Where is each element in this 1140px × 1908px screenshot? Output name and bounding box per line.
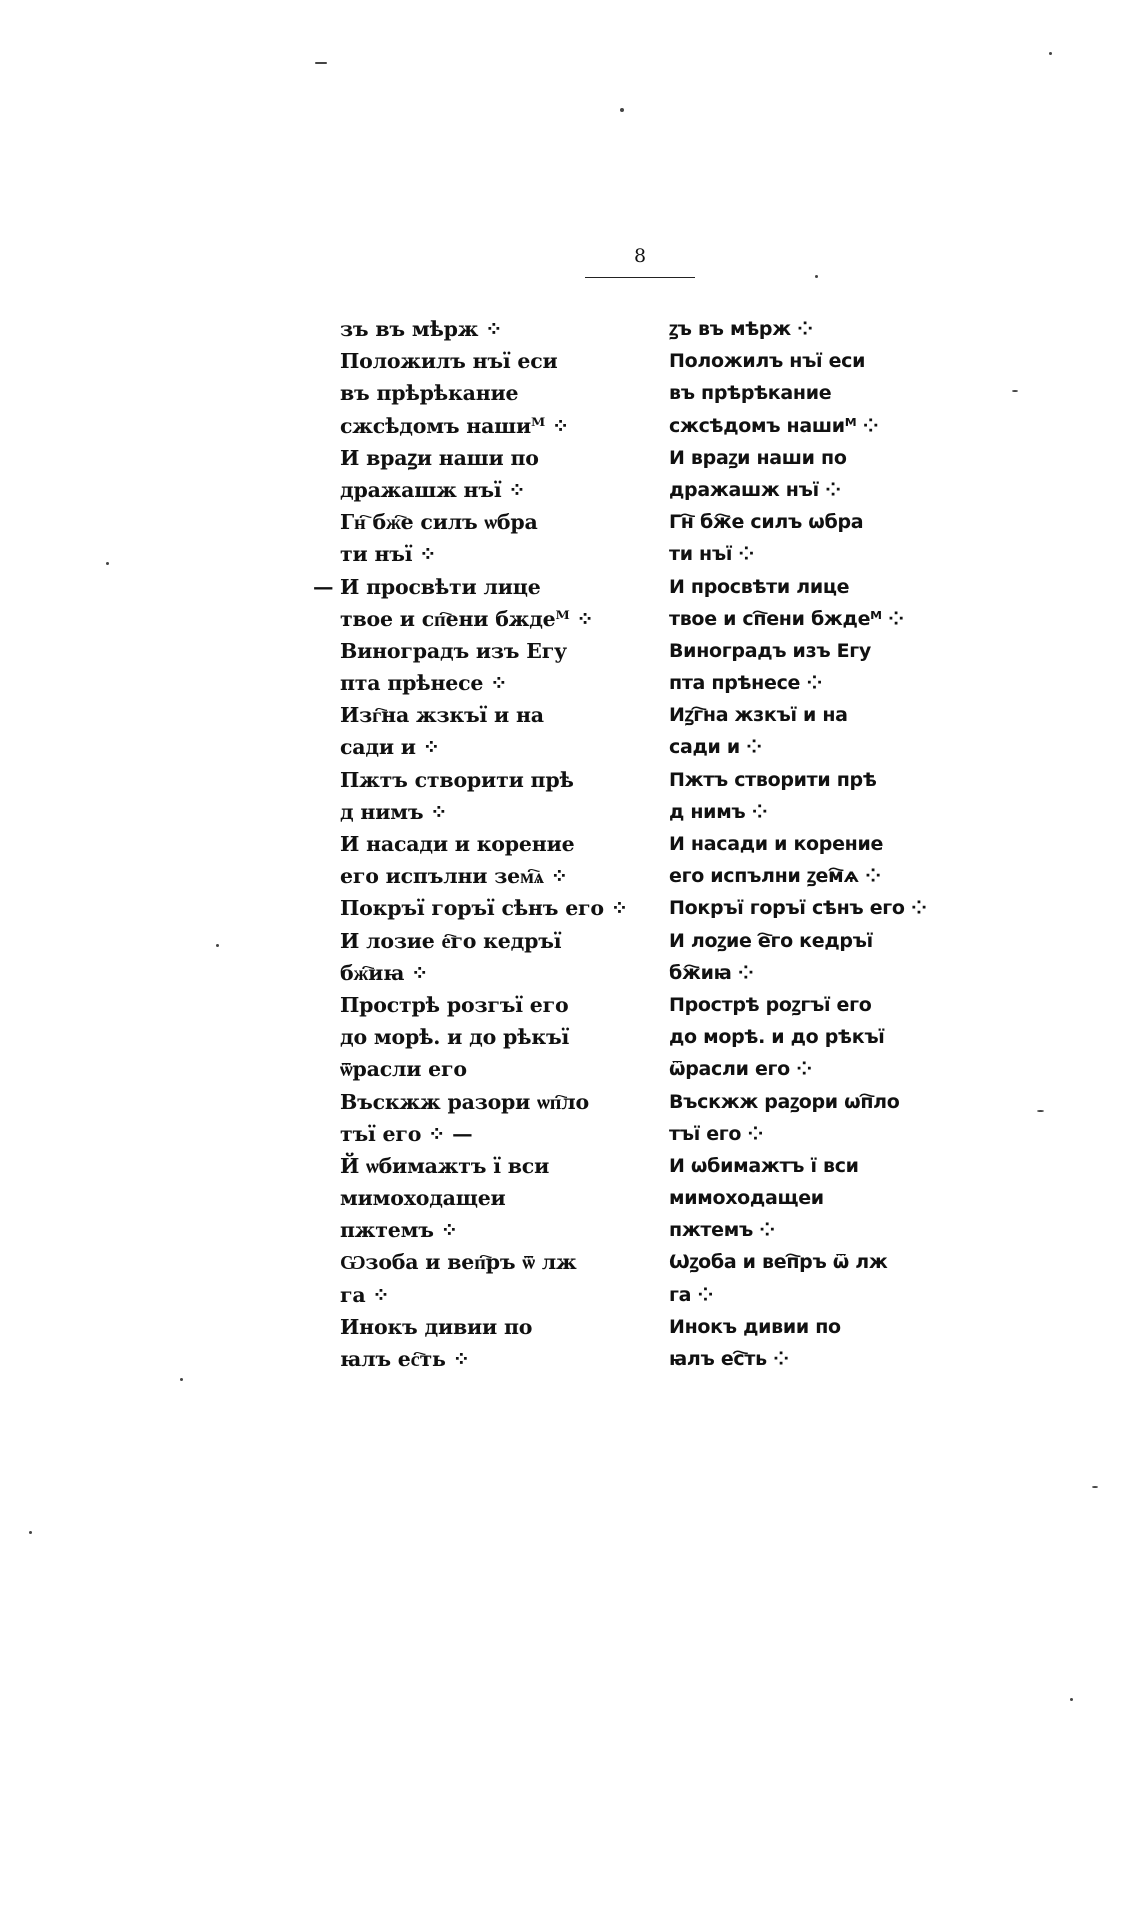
text-line (669, 925, 969, 957)
scan-speck (815, 275, 818, 278)
text-line (340, 667, 640, 699)
text-line (669, 989, 969, 1021)
text-line (340, 410, 640, 442)
text-line-content: И враꙁи наши по (340, 445, 539, 470)
text-line-content: га ⁘ (669, 1283, 714, 1306)
page-number: 8 (633, 245, 647, 267)
text-line (340, 1279, 640, 1311)
text-line-content: И лозие е҇го кедръї (340, 928, 562, 953)
text-line-content: зъ въ мѣрж ⁘ (340, 317, 503, 341)
text-line-content: И насади и корение (669, 833, 884, 855)
text-line (340, 377, 640, 409)
text-line (669, 571, 969, 603)
text-line (669, 1246, 969, 1278)
text-line-content: пжтемъ ⁘ (340, 1218, 458, 1243)
text-line (340, 1086, 640, 1118)
text-line (669, 828, 969, 860)
text-line-content: Гн҇ бж҇е силъ ѡбра (669, 511, 864, 534)
text-line (669, 538, 969, 570)
text-line-content: ти нъї ⁘ (340, 542, 437, 567)
scan-speck (106, 562, 109, 565)
text-line (340, 635, 640, 667)
text-line (340, 1343, 640, 1375)
text-line-content: И ѡбимажтъ ї вси (669, 1154, 859, 1177)
text-line (669, 345, 969, 377)
text-line-content: д нимъ ⁘ (340, 799, 448, 824)
text-line (669, 410, 969, 442)
text-line (340, 538, 640, 570)
text-line (340, 892, 640, 924)
text-line-content: твое и сп҇ени бждеᴹ ⁘ (669, 607, 904, 630)
text-line-content: Пжтъ створити прѣ (340, 767, 574, 792)
scan-speck (1037, 1110, 1044, 1112)
text-line-content: ѿрасли его (340, 1057, 467, 1082)
text-line-content: ꙗлъ ес҇ть ⁘ (669, 1348, 789, 1370)
text-line-content: твое и сп҇ени бждеᴹ ⁘ (340, 606, 594, 631)
text-line (340, 764, 640, 796)
text-line (669, 1311, 969, 1343)
scan-speck (29, 1531, 32, 1534)
scan-speck (1012, 390, 1018, 392)
text-line (340, 313, 640, 345)
text-line (669, 1118, 969, 1150)
text-line-content: д нимъ ⁘ (669, 800, 768, 823)
text-line-content: Прострѣ розгъї его (340, 992, 569, 1017)
text-line-content: И враꙁи наши по (669, 446, 847, 469)
text-line-content: Ѡꙁоба и веп҇ръ ѿ лж (669, 1251, 888, 1274)
text-line-content: Пжтъ створити прѣ (669, 768, 877, 791)
right-text-column (669, 313, 969, 1375)
text-line (669, 506, 969, 538)
text-line (340, 1182, 640, 1214)
text-line-content: дражашж нъї ⁘ (669, 478, 841, 501)
scan-speck (180, 1378, 183, 1381)
text-line-content: сжсѣдомъ нашиᴹ ⁘ (340, 413, 570, 438)
text-line-content: бж҇иꙗ ⁘ (669, 961, 754, 984)
line-dash-marker: — (313, 574, 334, 599)
text-line-content: Покръї горъї сѣнъ его ⁘ (669, 897, 927, 920)
text-line-content: пжтемъ ⁘ (669, 1219, 775, 1242)
text-line-content: Инокъ дивии по (340, 1314, 533, 1339)
text-line (340, 1214, 640, 1246)
text-line (340, 1053, 640, 1085)
text-line-content: ѿрасли его ⁘ (669, 1058, 812, 1081)
text-line (340, 1118, 640, 1150)
text-line (669, 635, 969, 667)
text-line (340, 1311, 640, 1343)
text-line-content: мимоходащеи (669, 1187, 824, 1210)
scan-speck (620, 108, 624, 112)
text-line-content: Й ѡбимажтъ ї вси (340, 1153, 550, 1178)
text-line-content: тъї его ⁘ — (340, 1121, 473, 1146)
text-line (669, 860, 969, 892)
text-line-content: его испълни зем҇ѧ ⁘ (340, 864, 568, 889)
scan-speck (1070, 1698, 1073, 1701)
text-line-content: въ прѣрѣкание (669, 382, 832, 405)
text-line (669, 1343, 969, 1375)
text-line (669, 667, 969, 699)
scan-speck (216, 944, 219, 947)
text-line (340, 442, 640, 474)
text-line (340, 345, 640, 377)
text-line (340, 860, 640, 892)
text-line-content: дражашж нъї ⁘ (340, 477, 526, 502)
text-line-content: Въскжж разори ѡп҇ло (340, 1089, 589, 1114)
text-line (340, 603, 640, 635)
text-line (669, 892, 969, 924)
scan-speck (1049, 52, 1052, 55)
text-line-content: Прострѣ роꙁгъї его (669, 993, 872, 1016)
text-line (669, 377, 969, 409)
text-line-content: тъї его ⁘ (669, 1122, 764, 1145)
text-line-content: И насади и корение (340, 832, 575, 856)
text-line-content: И просвѣти лице (669, 575, 850, 598)
text-line-content: сади и ⁘ (340, 735, 440, 760)
text-line (669, 699, 969, 731)
text-line (340, 925, 640, 957)
text-line-content: сжсѣдомъ нашиᴹ ⁘ (669, 414, 879, 437)
header-rule (585, 277, 695, 278)
text-line-content: Виноградъ изъ Егу (340, 638, 567, 663)
text-line-content: Положилъ нъї еси (669, 350, 866, 373)
text-line (669, 474, 969, 506)
text-line (340, 731, 640, 763)
text-line-content: Инокъ дивии по (669, 1315, 841, 1338)
scan-speck (1092, 1486, 1098, 1488)
text-line-content: ти нъї ⁘ (669, 543, 754, 566)
text-line (340, 989, 640, 1021)
text-line (669, 1086, 969, 1118)
text-line-content: Изг҇на жзкъї и на (340, 703, 544, 728)
text-line (340, 796, 640, 828)
text-line (669, 1214, 969, 1246)
text-line (669, 1053, 969, 1085)
text-line-content: Виноградъ изъ Егу (669, 639, 871, 662)
text-line (340, 699, 640, 731)
text-line-content: Покръї горъї сѣнъ его ⁘ (340, 896, 628, 921)
text-line-content: бж҇иꙗ ⁘ (340, 960, 429, 985)
text-line (669, 957, 969, 989)
text-line (669, 764, 969, 796)
text-line-content: его испълни ꙁем҇ѧ ⁘ (669, 865, 881, 888)
text-line (669, 731, 969, 763)
text-line-content: мимоходащеи (340, 1186, 506, 1211)
text-line-content: Иꙁг҇на жзкъї и на (669, 704, 848, 727)
text-line (669, 1182, 969, 1214)
text-line-content: ꙗлъ ес҇ть ⁘ (340, 1347, 470, 1371)
text-line-content: И лоꙁие е҇го кедръї (669, 929, 873, 952)
text-line-content: ꙁъ въ мѣрж ⁘ (669, 318, 813, 340)
text-line-content: въ прѣрѣкание (340, 381, 519, 406)
text-line (340, 828, 640, 860)
text-line-content: пта прѣнесе ⁘ (340, 671, 508, 696)
text-line-content: до морѣ. и до рѣкъї (669, 1026, 885, 1049)
text-line-content: Положилъ нъї еси (340, 349, 558, 374)
scan-speck (315, 62, 327, 64)
text-line (669, 1150, 969, 1182)
text-line (340, 957, 640, 989)
left-text-column (313, 313, 640, 1375)
text-line-content: сади и ⁘ (669, 736, 762, 759)
text-line-content: Гн҇ бж҇е силъ ѡбра (340, 510, 538, 535)
text-line (340, 506, 640, 538)
text-line (340, 1021, 640, 1053)
text-line-content: И просвѣти лице (340, 574, 541, 599)
text-line-content: Ѡзоба и веп҇ръ ѿ лж (340, 1250, 577, 1275)
text-line (669, 442, 969, 474)
text-line-content: до морѣ. и до рѣкъї (340, 1025, 570, 1050)
text-line (313, 571, 640, 603)
text-line (340, 1150, 640, 1182)
text-line-content: пта прѣнесе ⁘ (669, 672, 823, 695)
text-line (340, 1246, 640, 1278)
text-line-content: га ⁘ (340, 1282, 390, 1307)
text-line-content: Въскжж раꙁори ѡп҇ло (669, 1090, 900, 1113)
text-line (340, 474, 640, 506)
text-line (669, 1021, 969, 1053)
text-line (669, 1279, 969, 1311)
text-line (669, 603, 969, 635)
text-line (669, 796, 969, 828)
text-line (669, 313, 969, 345)
